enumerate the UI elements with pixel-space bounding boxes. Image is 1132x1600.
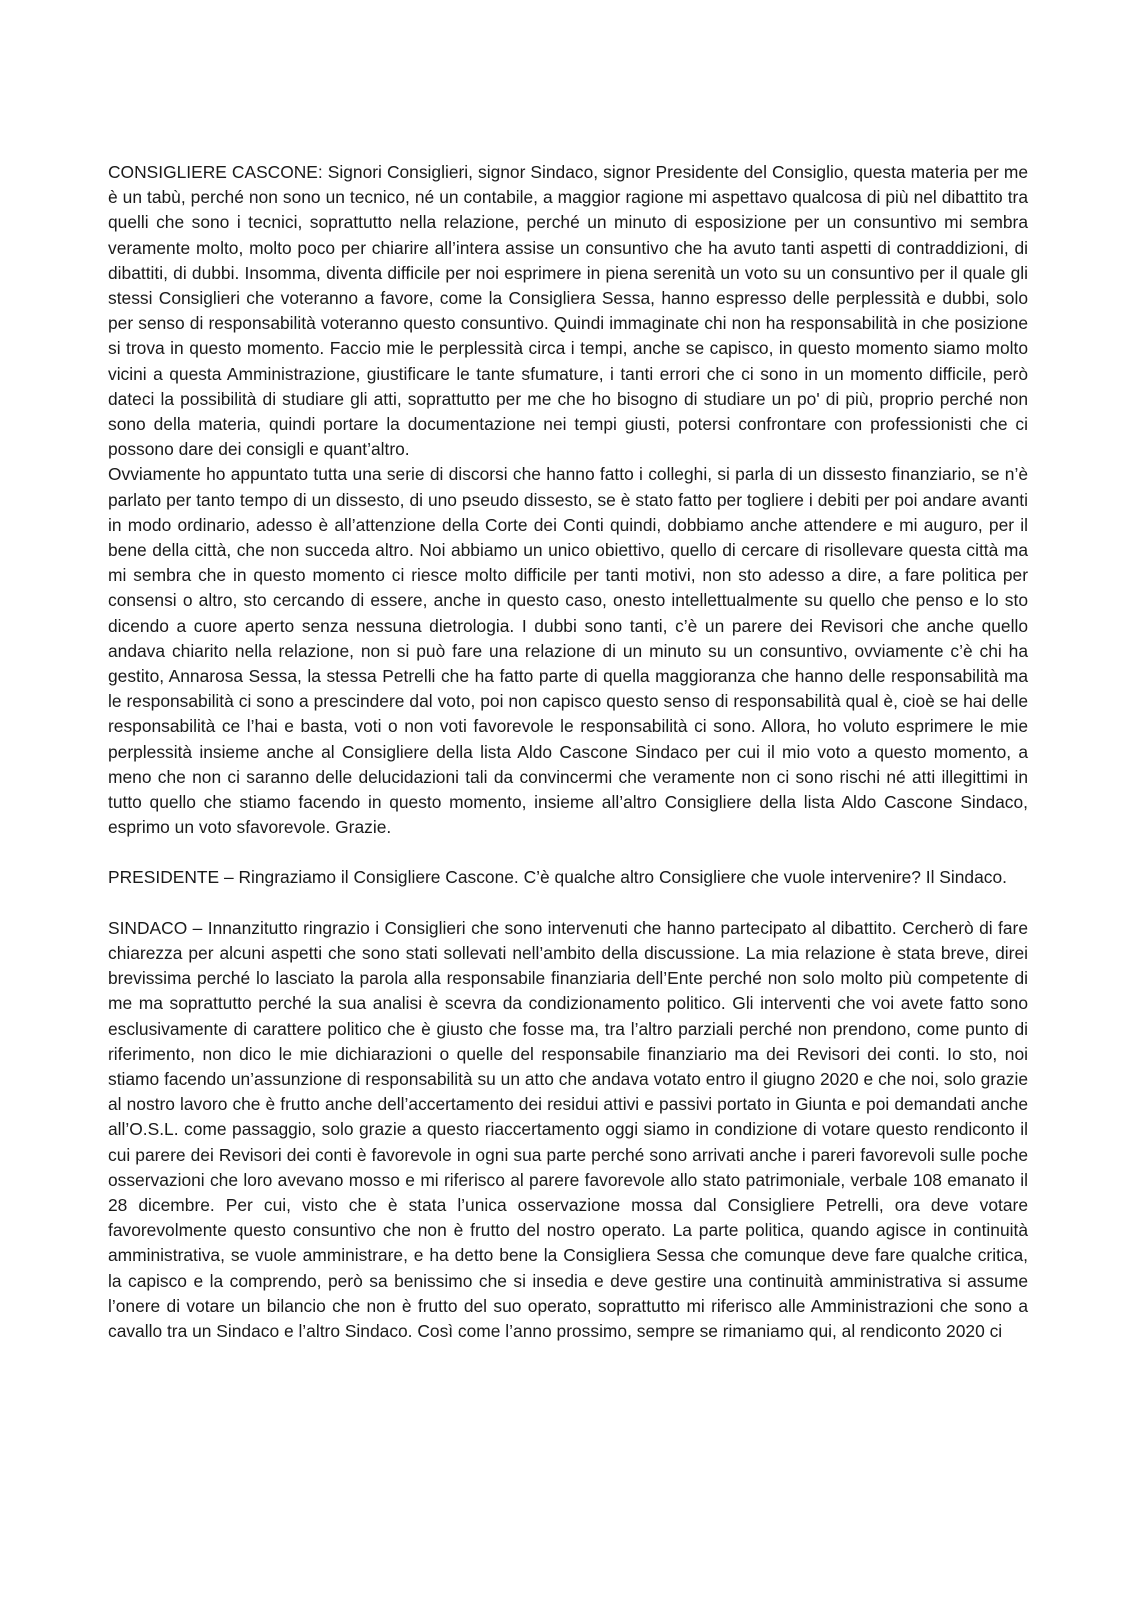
paragraph-cascone-2: Ovviamente ho appuntato tutta una serie di discorsi che hanno fatto i colleghi, si parla di un dissesto finanziario, se n’è parlato per tanto tempo di un dissesto, di uno pseudo dissesto, se è stato fatto per togliere i debiti per poi andare avanti in modo ordinario, adesso è all’attenzione della Corte dei Conti quindi, dobbiamo anche attendere e mi auguro, per il bene della città, che non succeda altro. Noi abbiamo un unico obiettivo, quello di cercare di risollevare questa città ma mi sembra che in questo momento ci riesce molto difficile per tanti motivi, non sto adesso a dire, a fare politica per consensi o altro, sto cercando di essere, anche in questo caso, onesto intellettualmente su quello che penso e lo sto dicendo a cuore aperto senza nessuna dietrologia. I dubbi sono tanti, c’è un parere dei Revisori che anche quello andava chiarito nella relazione, non si può fare una relazione di un minuto su un consuntivo, ovviamente c’è chi ha gestito, Annarosa Sessa, la stessa Petrelli che ha fatto parte di quella maggioranza che hanno delle responsabilità ma le responsabilità ci sono a prescindere dal voto, poi non capisco questo senso di responsabilità qual è, cioè se hai delle responsabilità ce l’hai e basta, voti o non voti favorevole le responsabilità ci sono. Allora, ho voluto esprimere le mie perplessità insieme anche al Consigliere della lista Aldo Cascone Sindaco per cui il mio voto a questo momento, a meno che non ci saranno delle delucidazioni tali da convincermi che veramente non ci sono rischi né atti illegittimi in tutto quello che stiamo facendo in questo momento, insieme all’altro Consigliere della lista Aldo Cascone Sindaco, esprimo un voto sfavorevole. Grazie. — [108, 464, 1028, 838]
document-body — [108, 160, 1028, 1344]
paragraph-cascone-1: CONSIGLIERE CASCONE: Signori Consiglieri, signor Sindaco, signor Presidente del Consiglio, questa materia per me è un tabù, perché non sono un tecnico, né un contabile, a maggior ragione mi aspettavo qualcosa di più nel dibattito tra quelli che sono i tecnici, soprattutto nella relazione, perché un minuto di esposizione per un consuntivo mi sembra veramente molto, molto poco per chiarire all’intera assise un consuntivo che ha avuto tanti aspetti di contraddizioni, di dibattiti, di dubbi. Insomma, diventa difficile per noi esprimere in piena serenità un voto su un consuntivo per il quale gli stessi Consiglieri che voteranno a favore, come la Consigliera Sessa, hanno espresso delle perplessità e dubbi, solo per senso di responsabilità voteranno questo consuntivo. Quindi immaginate chi non ha responsabilità in che posizione si trova in questo momento. Faccio mie le perplessità circa i tempi, anche se capisco, in questo momento siamo molto vicini a questa Amministrazione, giustificare le tante sfumature, i tanti errori che ci sono in un momento difficile, però dateci la possibilità di studiare gli atti, soprattutto per me che ho bisogno di studiare un po' di più, proprio perché non sono della materia, quindi portare la documentazione nei tempi giusti, potersi confrontare con professionisti che ci possono dare dei consigli e quant’altro. — [108, 162, 1028, 460]
paragraph-presidente: PRESIDENTE – Ringraziamo il Consigliere Cascone. C’è qualche altro Consigliere che vuole intervenire? Il Sindaco. — [108, 867, 1007, 888]
paragraph-sindaco: SINDACO – Innanzitutto ringrazio i Consiglieri che sono intervenuti che hanno partecipato al dibattito. Cercherò di fare chiarezza per alcuni aspetti che sono stati sollevati nell’ambito della discussione. La mia relazione è stata breve, direi brevissima perché lo lasciato la parola alla responsabile finanziaria dell’Ente perché non solo molto più competente di me ma soprattutto perché la sua analisi è scevra da condizionamento politico. Gli interventi che voi avete fatto sono esclusivamente di carattere politico che è giusto che fosse ma, tra l’altro parziali perché non prendono, come punto di riferimento, non dico le mie dichiarazioni o quelle del responsabile finanziario ma dei Revisori dei conti. Io sto, noi stiamo facendo un’assunzione di responsabilità su un atto che andava votato entro il giugno 2020 e che noi, solo grazie al nostro lavoro che è frutto anche dell’accertamento dei residui attivi e passivi portato in Giunta e poi demandati anche all’O.S.L. come passaggio, solo grazie a questo riaccertamento oggi siamo in condizione di votare questo rendiconto il cui parere dei Revisori dei conti è favorevole in ogni sua parte perché sono arrivati anche i pareri favorevoli sulle poche osservazioni che loro avevano mosso e mi riferisco al parere favorevole allo stato patrimoniale, verbale 108 emanato il 28 dicembre. Per cui, visto che è stata l’unica osservazione mossa dal Consigliere Petrelli, ora deve votare favorevolmente questo consuntivo che non è frutto del nostro operato. La parte politica, quando agisce in continuità amministrativa, se vuole amministrare, e ha detto bene la Consigliera Sessa che comunque deve fare qualche critica, la capisco e la comprendo, però sa benissimo che si insedia e deve gestire una continuità amministrativa si assume l’onere di votare un bilancio che non è frutto del suo operato, soprattutto mi riferisco alle Amministrazioni che sono a cavallo tra un Sindaco e l’altro Sindaco. Così come l’anno prossimo, sempre se rimaniamo qui, al rendiconto 2020 ci — [108, 917, 1028, 1341]
